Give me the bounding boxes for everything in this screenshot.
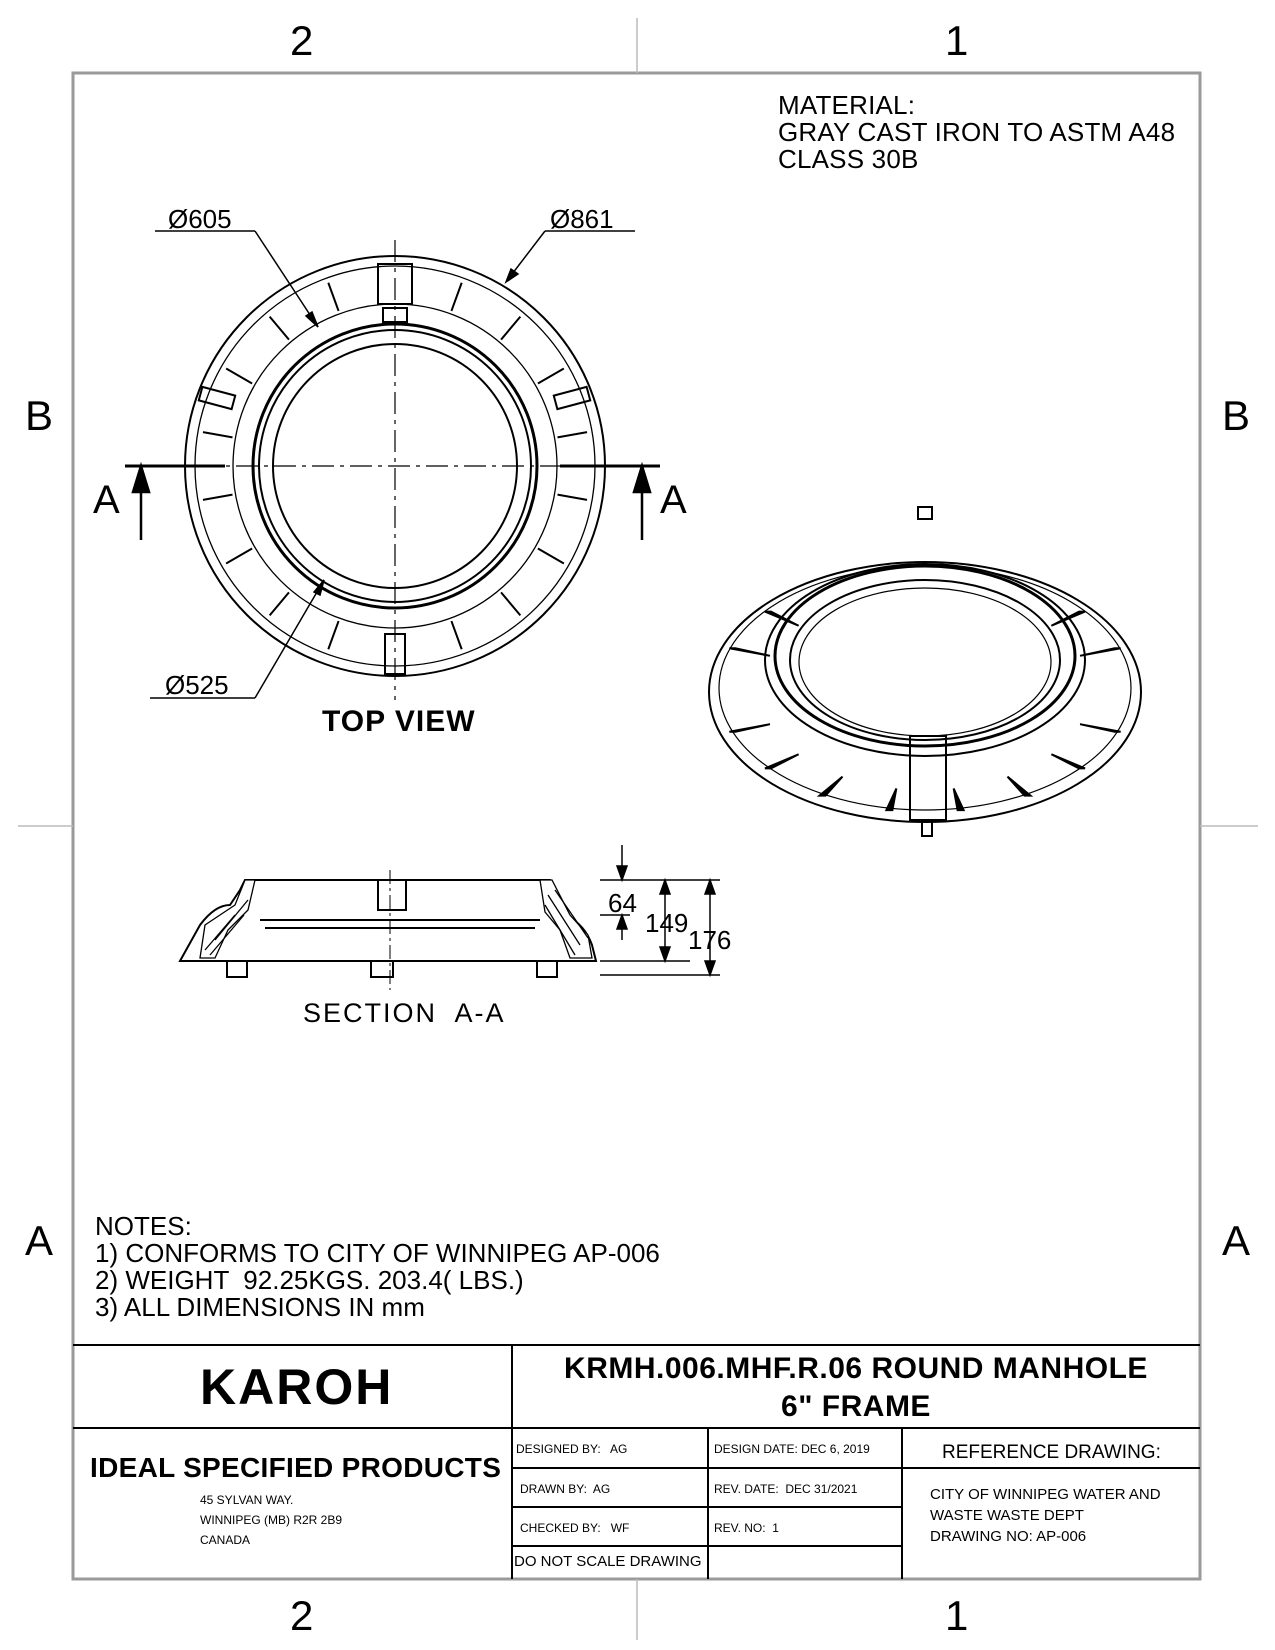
material-heading: MATERIAL: [778, 90, 916, 120]
section-marker-left: A [93, 478, 120, 522]
company-address-line: 45 SYLVAN WAY. [200, 1493, 294, 1507]
dimension-outer-diameter: Ø861 [550, 204, 614, 234]
frame-rib [270, 592, 289, 615]
material-class: CLASS 30B [778, 144, 919, 174]
do-not-scale-note: DO NOT SCALE DRAWING [514, 1553, 702, 1570]
dimension-bore-diameter: Ø525 [165, 670, 229, 700]
drawing-title-line2: 6" FRAME [781, 1390, 931, 1423]
note-item: 2) WEIGHT 92.25KGS. 203.4( LBS.) [95, 1265, 524, 1295]
company-address-line: CANADA [200, 1533, 251, 1547]
isometric-rib [1080, 648, 1121, 656]
zone-label-top-2: 2 [290, 17, 314, 64]
zone-label-top-1: 1 [945, 17, 969, 64]
notes-heading: NOTES: [95, 1211, 192, 1241]
zone-label-bottom-2: 2 [290, 1592, 314, 1639]
checked-by: CHECKED BY: WF [520, 1521, 630, 1535]
dimension-64: 64 [608, 888, 637, 918]
zone-label-bottom-1: 1 [945, 1592, 969, 1639]
dimension-inner-diameter: Ø605 [168, 204, 232, 234]
drawing-title [512, 1350, 1200, 1426]
frame-rib [557, 432, 587, 437]
frame-rib [203, 495, 233, 500]
reference-drawing-line: CITY OF WINNIPEG WATER AND [930, 1486, 1161, 1503]
designed-by: DESIGNED BY: AG [516, 1442, 628, 1456]
isometric-rib [820, 777, 843, 796]
revision-date: REV. DATE: DEC 31/2021 [714, 1482, 858, 1496]
drawing-title-line1: KRMH.006.MHF.R.06 ROUND MANHOLE [564, 1352, 1148, 1385]
isometric-rib [729, 724, 770, 732]
material-spec: GRAY CAST IRON TO ASTM A48 [778, 117, 1176, 147]
revision-number: REV. NO: 1 [714, 1521, 779, 1535]
dimension-176: 176 [688, 925, 732, 955]
frame-rib [226, 369, 252, 384]
top-view-label: TOP VIEW [322, 705, 476, 738]
drawn-by: DRAWN BY: AG [520, 1482, 611, 1496]
note-item: 3) ALL DIMENSIONS IN mm [95, 1292, 425, 1322]
frame-rib [451, 621, 461, 649]
section-marker-right: A [660, 478, 687, 522]
frame-rib [538, 549, 564, 564]
frame-rib [538, 369, 564, 384]
isometric-view [709, 507, 1141, 836]
section-arrows [133, 466, 650, 540]
zone-label-left-a: A [25, 1217, 54, 1264]
section-label: SECTION A-A [303, 998, 506, 1028]
reference-drawing-line: WASTE WASTE DEPT [930, 1507, 1084, 1524]
company-name: IDEAL SPECIFIED PRODUCTS [90, 1452, 502, 1483]
company-address-line: WINNIPEG (MB) R2R 2B9 [200, 1513, 343, 1527]
frame-rib [270, 317, 289, 340]
isometric-rib [886, 788, 896, 810]
frame-rib [203, 432, 233, 437]
isometric-rib [954, 788, 964, 810]
isometric-rib [1051, 754, 1085, 768]
isometric-rib [729, 648, 770, 656]
design-date: DESIGN DATE: DEC 6, 2019 [714, 1442, 870, 1456]
frame-rib [328, 283, 338, 311]
zone-label-left-b: B [25, 392, 54, 439]
isometric-rib [1080, 724, 1121, 732]
company-logo: KAROH [200, 1359, 394, 1415]
frame-rib [226, 549, 252, 564]
isometric-rib [1008, 777, 1031, 796]
frame-rib [501, 317, 520, 340]
zone-label-right-a: A [1222, 1217, 1251, 1264]
isometric-rib [765, 754, 799, 768]
note-item: 1) CONFORMS TO CITY OF WINNIPEG AP-006 [95, 1238, 660, 1268]
frame-rib [328, 621, 338, 649]
zone-label-right-b: B [1222, 392, 1251, 439]
frame-rib [501, 592, 520, 615]
frame-rib [557, 495, 587, 500]
dimension-149: 149 [645, 908, 689, 938]
reference-drawing-line: DRAWING NO: AP-006 [930, 1528, 1087, 1545]
frame-rib [451, 283, 461, 311]
reference-drawing-heading: REFERENCE DRAWING: [942, 1442, 1161, 1463]
